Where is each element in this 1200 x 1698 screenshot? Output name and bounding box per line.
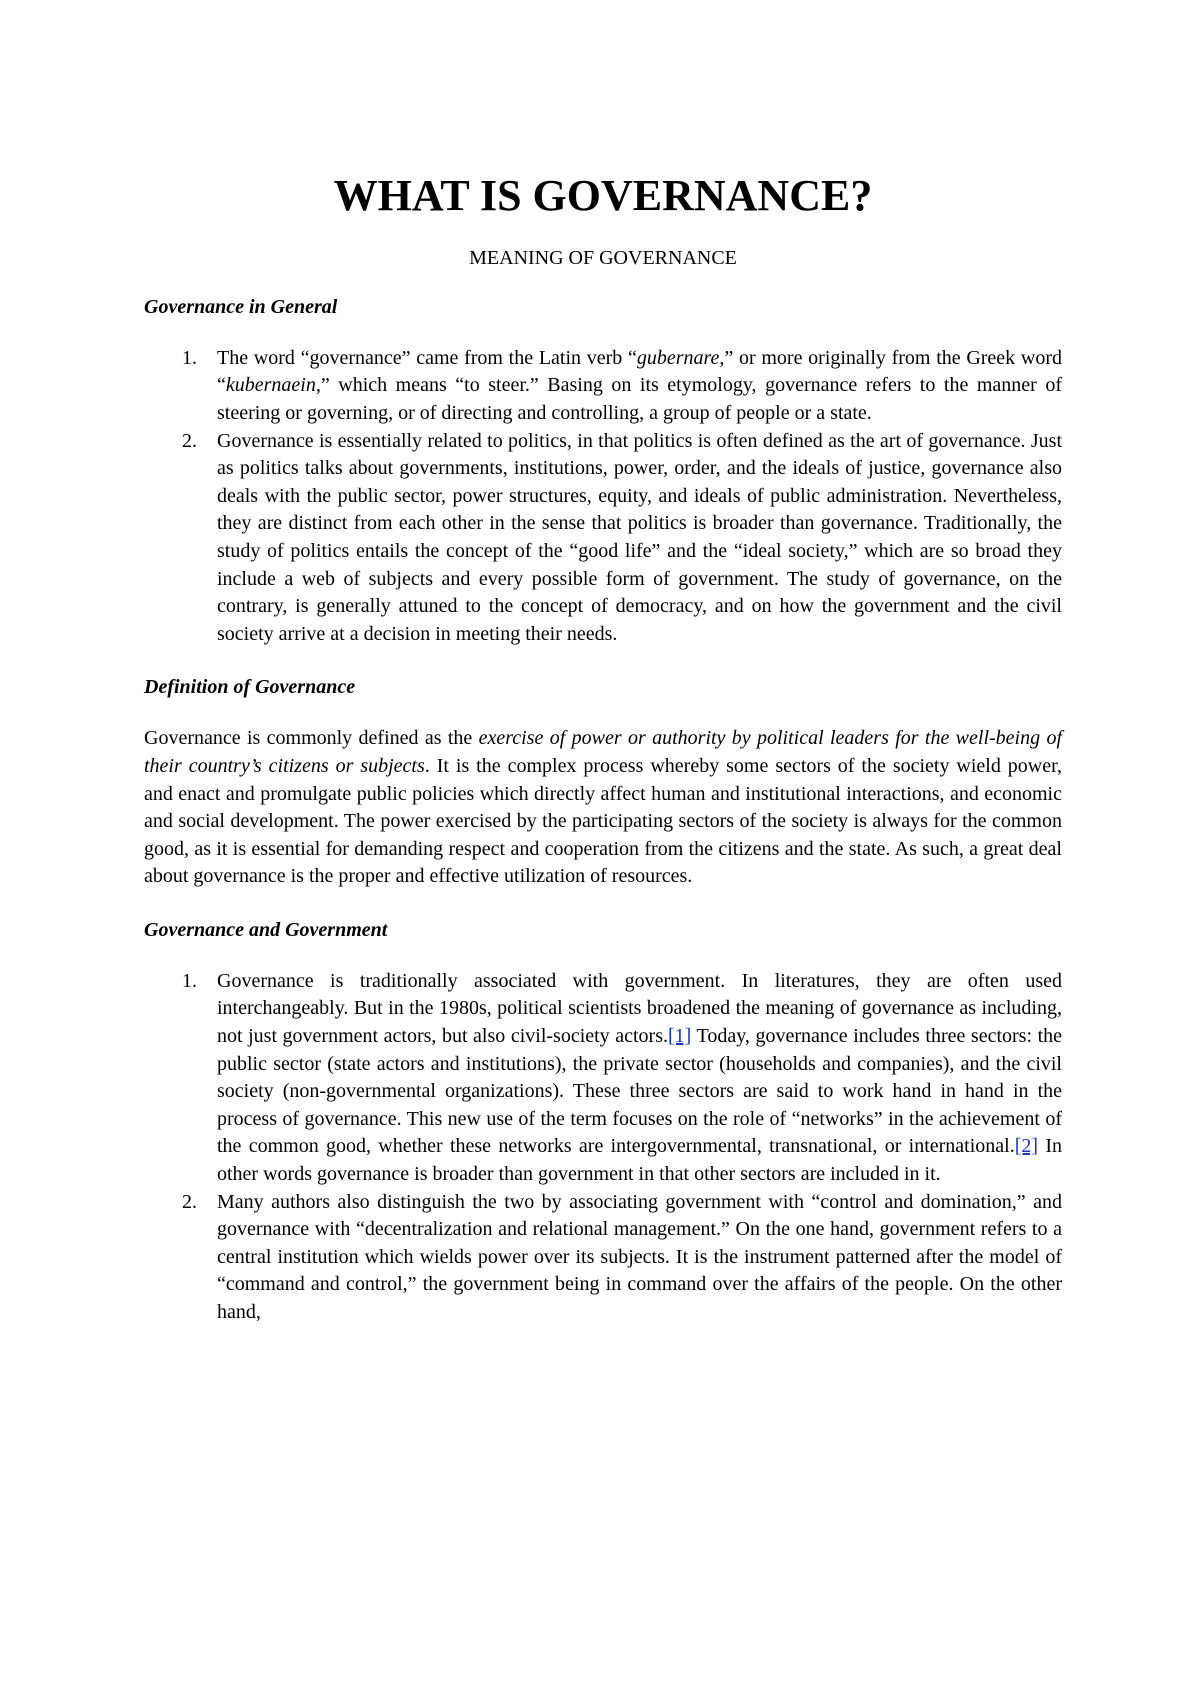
list-text: In other words governance is broader than government in that other sectors are included in it. xyxy=(217,1135,1062,1186)
section-heading-definition: Definition of Governance xyxy=(144,676,356,699)
list-governance-government xyxy=(144,968,1062,1327)
list-item xyxy=(144,968,1062,1189)
latin-term: gubernare, xyxy=(636,346,725,369)
list-number: 1. xyxy=(182,969,197,992)
page-subtitle: MEANING OF GOVERNANCE xyxy=(469,246,737,269)
section-heading-general: Governance in General xyxy=(144,295,338,318)
footnote-link-2[interactable]: [2] xyxy=(1014,1135,1039,1158)
list-text: Today, governance includes three sectors: the public sector (state actors and institutions), the private sector (households and companies), and the civil society (non-governmental organizations). These three sectors are said to work hand in hand in the process of governance. This new use of the term focuses on the role of “networks” in the achievement of the common good, whether these networks are intergovernmental, transnational, or international. xyxy=(217,1025,1062,1158)
list-text: ” or more originally from the Greek word “ xyxy=(217,346,1062,397)
paragraph-text: Governance is commonly defined as the xyxy=(144,727,479,750)
list-text: ” which means “to steer.” Basing on its etymology, governance refers to the manner of steering or governing, or of directing and controlling, a group of people or a state. xyxy=(217,374,1062,424)
definition-paragraph xyxy=(144,725,1062,891)
list-item xyxy=(144,428,1062,649)
footnote-link-1[interactable]: [1] xyxy=(668,1025,692,1048)
list-text: Governance is essentially related to politics, in that politics is often defined as the art of governance. Just as politics talks about governments, institutions, power, order, and the ideals of justice, governance also deals with the public sector, power structures, equity, and ideals of public administration. Nevertheless, they are distinct from each other in the sense that politics is broader than governance. Traditionally, the study of politics entails the concept of the “good life” and the “ideal society,” which are so broad they include a web of subjects and every possible form of government. The study of governance, on the contrary, is generally attuned to the concept of democracy, and on how the government and the civil society arrive at a decision in meeting their needs. xyxy=(217,429,1062,645)
list-number: 1. xyxy=(182,346,197,369)
list-number: 2. xyxy=(182,1190,197,1213)
greek-term: kubernaein, xyxy=(225,374,321,397)
page-title: WHAT IS GOVERNANCE? xyxy=(333,171,873,220)
list-text: Governance is traditionally associated with government. In literatures, they are often used interchangeably. But in the 1980s, political scientists broadened the meaning of governance as including, not just government actors, but also civil-society actors. xyxy=(217,969,1062,1048)
definition-emphasis: exercise of power or authority by political leaders for the well-being of their country’s citizens or subjects xyxy=(144,727,1062,777)
list-text: The word “governance” came from the Latin verb “ xyxy=(217,346,637,369)
list-number: 2. xyxy=(182,429,197,452)
paragraph-text: . It is the complex process whereby some sectors of the society wield power, and enact and promulgate public policies which directly affect human and institutional interactions, and economic and social development. The power exercised by the participating sectors of the society is always for the common good, as it is essential for demanding respect and cooperation from the citizens and the state. As such, a great deal about governance is the proper and effective utilization of resources. xyxy=(144,754,1062,888)
section-heading-government: Governance and Government xyxy=(144,918,388,941)
list-item xyxy=(144,1189,1062,1327)
list-text: Many authors also distinguish the two by associating government with “control and domination,” and governance with “decentralization and relational management.” On the one hand, government refers to a central institution which wields power over its subjects. It is the instrument patterned after the model of “command and control,” the government being in command over the affairs of the people. On the other hand, xyxy=(217,1190,1062,1324)
list-item xyxy=(144,345,1062,428)
list-governance-general xyxy=(144,345,1062,649)
document-content xyxy=(144,170,1062,1355)
